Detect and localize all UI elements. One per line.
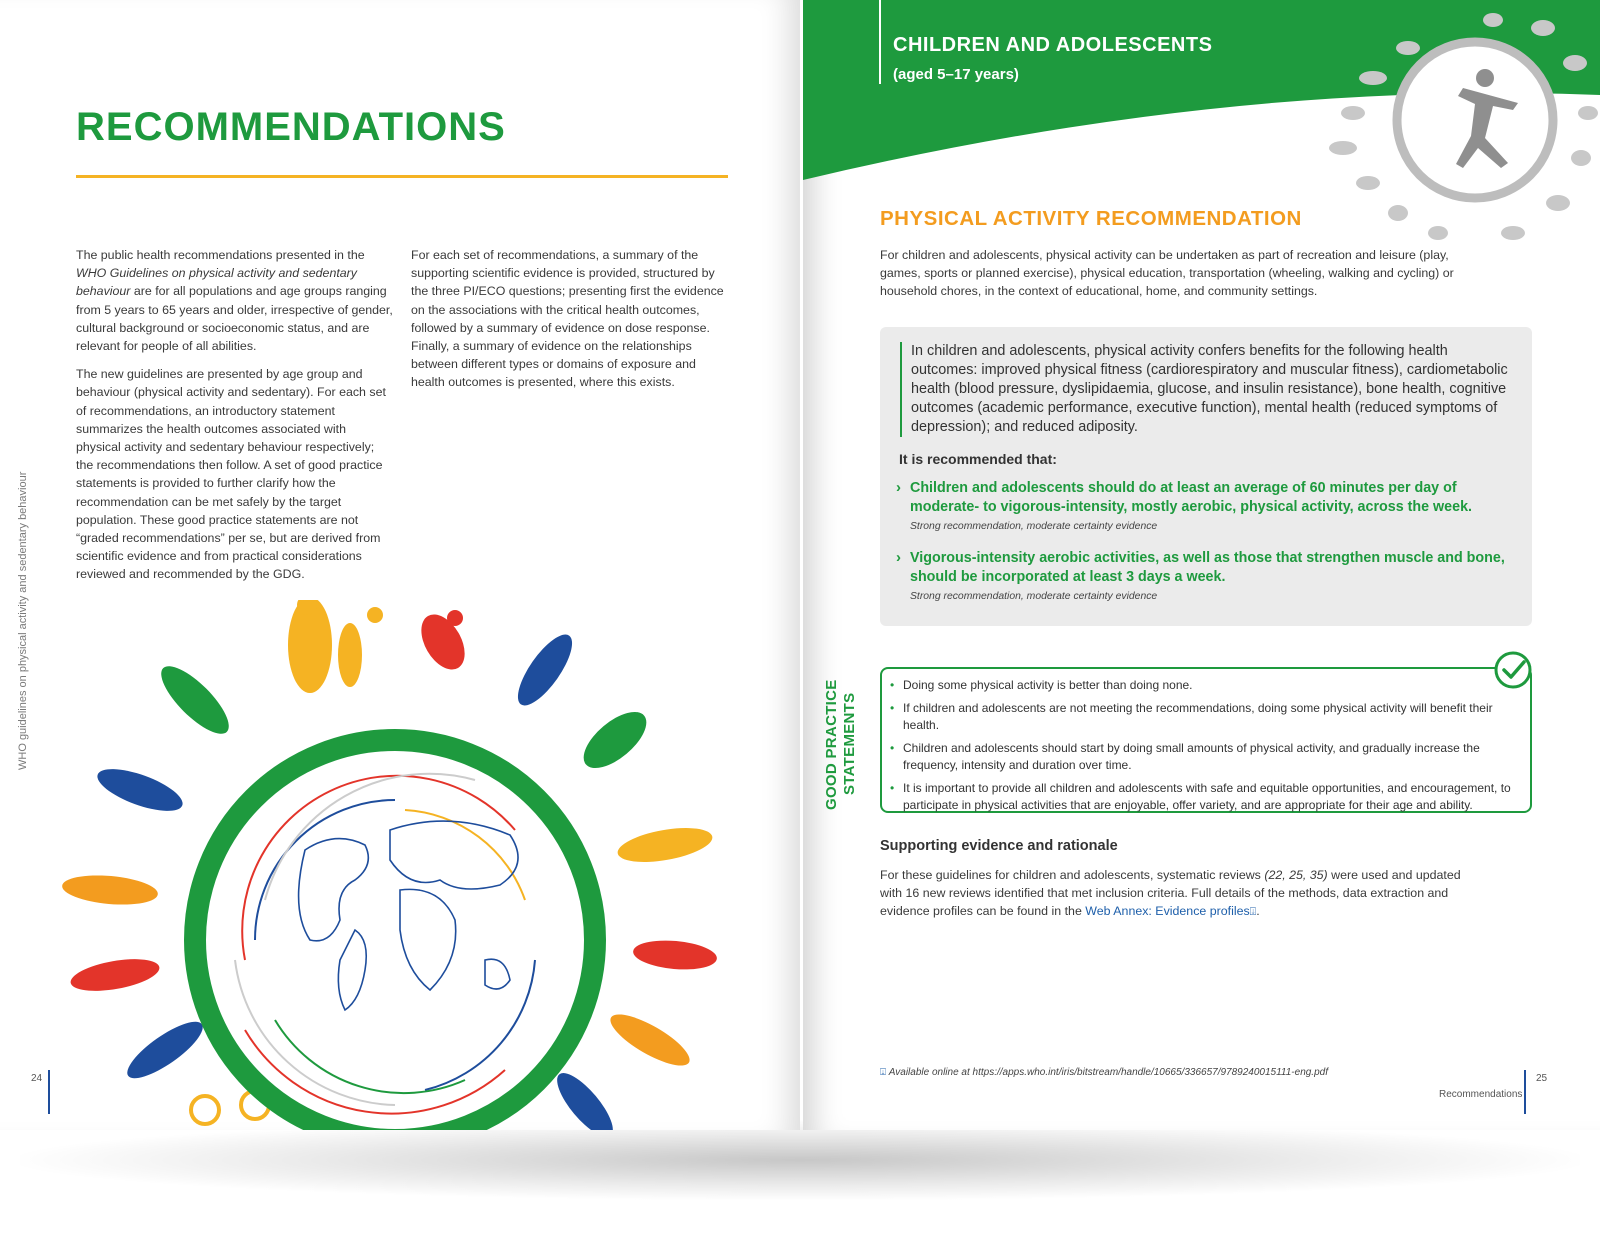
structure-paragraph: The new guidelines are presented by age group and behaviour (physical activity and sedentary). For each set of recommendations, an introductory statement summarizes the health outcomes associated with physical activity and sedentary behaviour respectively; the recommendations then follow. A set of good practice statements is provided to further clarify how the recommendation can be met safely by the target population. These good practice statements are not “graded recommendations” per se, but are derived from scientific evidence and from practical considerations reviewed and recommended by the GDG. [76, 367, 386, 582]
recommendation-strength: Strong recommendation, moderate certainty evidence [910, 521, 1158, 532]
globe-illustration [45, 600, 765, 1130]
recommendation-text: Vigorous-intensity aerobic activities, as well as those that strengthen muscle and bone, should be incorporated at least 3 days a week. [910, 550, 1505, 585]
chevron-right-icon: › [896, 549, 901, 566]
banner-accent-line [879, 0, 881, 84]
section-intro: For children and adolescents, physical activity can be undertaken as part of recreation and leisure (play, games, sports or planned exercise), physical education, transportation (wheeling, walking and cycling) or household chores, in the context of educational, home, and community settings. [880, 248, 1454, 299]
supporting-evidence-heading: Supporting evidence and rationale [880, 838, 1118, 854]
right-page [803, 0, 1600, 1130]
page-number-right: 25 [1536, 1073, 1548, 1084]
running-head: Recommendations [1439, 1089, 1523, 1100]
recommendation-text: Children and adolescents should do at least an average of 60 minutes per day of moderate- to vigorous-intensity, mostly aerobic, physical activity, across the week. [910, 480, 1472, 515]
intro-paragraph: The public health recommendations presented in the WHO Guidelines on physical activity and sedentary behaviour are for all populations and age groups ranging from 5 years to 65 years and older, irrespective of gender, cultural background or socioeconomic status, and are relevant for people of all abilities. [76, 248, 393, 354]
good-practice-list [890, 677, 1515, 820]
recommendation-item [896, 479, 1516, 532]
jumping-child-illustration [1313, 8, 1600, 253]
chevron-right-icon: › [896, 479, 901, 496]
page-number-left: 24 [31, 1073, 43, 1084]
recommendation-strength: Strong recommendation, moderate certainty evidence [910, 591, 1158, 602]
list-item: • If children and adolescents are not meeting the recommendations, doing some physical activity will benefit their health. [890, 700, 1515, 735]
banner-subtitle: (aged 5–17 years) [893, 66, 1019, 83]
good-practice-label: GOOD PRACTICE STATEMENTS [823, 679, 858, 810]
web-annex-link[interactable]: Web Annex: Evidence profiles [1085, 904, 1250, 919]
list-item: • Children and adolescents should start by doing small amounts of physical activity, and gradually increase the frequency, intensity and duration over time. [890, 740, 1515, 775]
download-icon: ⍗ [880, 1067, 889, 1078]
page-title: RECOMMENDATIONS [76, 105, 506, 149]
page-number-rule [1524, 1070, 1526, 1114]
book-shadow [20, 1120, 1580, 1200]
recommended-label: It is recommended that: [899, 451, 1057, 467]
left-column-1 [76, 246, 394, 594]
list-item: • It is important to provide all children and adolescents with safe and equitable opportunities, and encouragement, to participate in physical activities that are enjoyable, offer variety, and are appropriate for their age and ability. [890, 780, 1515, 815]
footnote: ⍗ Available online at https://apps.who.int/iris/bitstream/handle/10665/336657/9789240015111-eng.pdf [880, 1067, 1328, 1078]
banner-title: CHILDREN AND ADOLESCENTS [893, 34, 1213, 56]
supporting-evidence-text: For these guidelines for children and adolescents, systematic reviews (22, 25, 35) were used and updated with 16 new reviews identified that met inclusion criteria. Full details of the methods, data extraction and evidence profiles can be found in the Web Annex: Evidence profiles⍗. [880, 868, 1461, 919]
good-practice-box [880, 667, 1532, 813]
download-icon: ⍗ [1249, 906, 1257, 919]
side-running-title: WHO guidelines on physical activity and sedentary behaviour [17, 471, 29, 770]
recommendation-box [880, 327, 1532, 626]
list-item: • Doing some physical activity is better than doing none. [890, 677, 1515, 695]
left-page [0, 0, 800, 1130]
evidence-paragraph: For each set of recommendations, a summary of the supporting scientific evidence is provided, structured by the three PI/ECO questions; presenting first the evidence on the associations with the critical health outcomes, followed by a summary of evidence on dose response. Finally, a summary of evidence on the relationships between different types or domains of exposure and health outcomes is presented, where this exists. [411, 248, 724, 390]
health-outcomes-text: In children and adolescents, physical activity confers benefits for the following health outcomes: improved physical fitness (cardiorespiratory and muscular fitness), cardiometabolic health (blood pressure, dyslipidaemia, glucose, and insulin resistance), bone health, cognitive outcomes (academic performance, executive function), mental health (reduced symptoms of depression); and reduced adiposity. [900, 342, 1511, 437]
left-column-2 [411, 246, 731, 402]
page-number-rule [48, 1070, 50, 1114]
title-rule [76, 175, 728, 178]
section-title: PHYSICAL ACTIVITY RECOMMENDATION [880, 207, 1302, 230]
recommendation-item [896, 549, 1516, 602]
check-circle-icon [1493, 650, 1533, 690]
